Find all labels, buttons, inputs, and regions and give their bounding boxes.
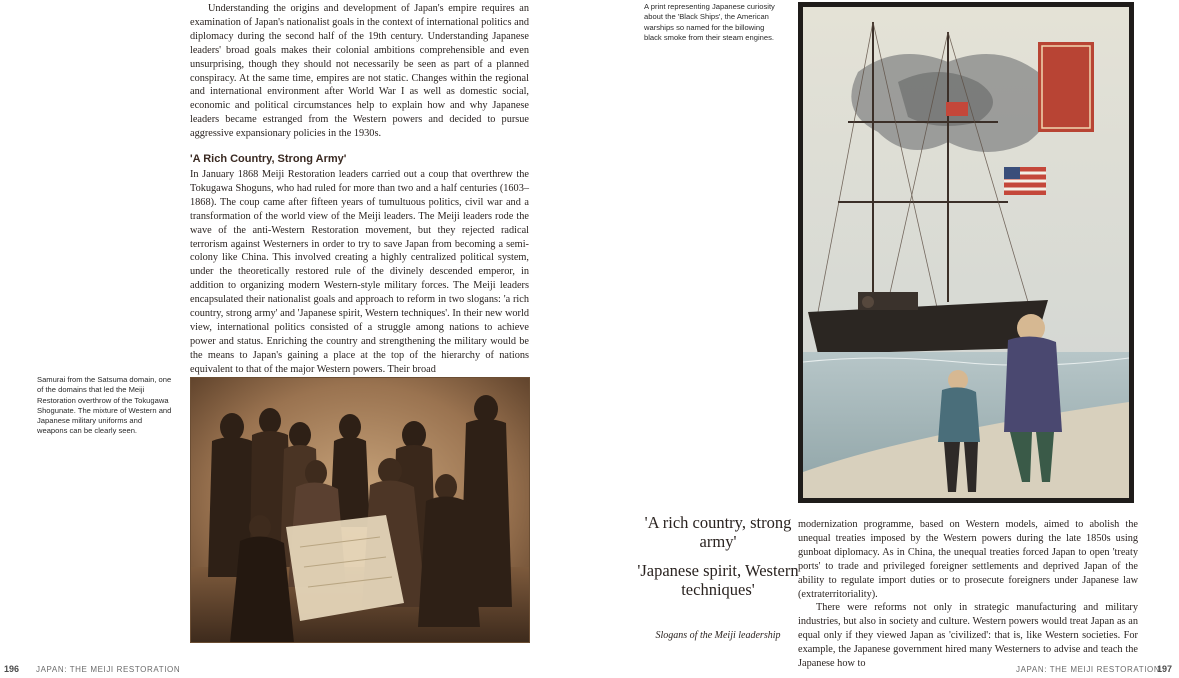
page-number-right: 197: [1157, 664, 1173, 674]
right-page: [589, 0, 1179, 678]
samurai-photograph-image: [190, 377, 530, 643]
print-caption: A print representing Japanese curiosity about the 'Black Ships', the American warships so named for the billowing black smoke from their steam engines.: [644, 2, 775, 42]
intro-paragraph: Understanding the origins and development of Japan's empire requires an examination of Japan's nationalist goals in the context of international politics and diplomacy during the second half of the 19th century. Understanding Japanese leaders' broad goals makes their colonial ambitions comprehensible and even unsurprising, though they should not necessarily be seen as part of a planned conspiracy. At the same time, empires are not static. Changes within the regional and international environment after World War I as well as domestic social, economic and political circumstances help to explain how and why Japanese leaders became estranged from the Western powers and decided to pursue aggressive expansionary policies in the 1930s.: [190, 3, 529, 140]
photo-caption: Samurai from the Satsuma domain, one of the domains that led the Meiji Restoration overthrow of the Tokugawa Shogunate. The mixture of Western and Japanese military uniforms and weapons can be clearly seen.: [37, 375, 172, 436]
pull-quote-attribution: Slogans of the Meiji leadership: [655, 630, 781, 641]
section-text-block: [190, 168, 529, 377]
right-body-paragraph-2: There were reforms not only in strategic manufacturing and military industries, but also in society and culture. Western powers would treat Japan as an equal only if they viewed Japan as 'civilized': that is, like Western societies. For example, the Japanese government hired many Westerners to advise and teach the Japanese how to: [798, 602, 1138, 670]
running-head-left: JAPAN: THE MEIJI RESTORATION: [36, 665, 181, 674]
section-paragraph: In January 1868 Meiji Restoration leaders carried out a coup that overthrew the Tokugawa Shoguns, who had ruled for more than two and a half centuries (1603–1868). The coup came after fifteen years of tumultuous politics, civil war and a transformation of the world view of the Meiji leaders. The Meiji leaders rode the wave of the anti-Western Restoration movement, but they rejected radical terrorism against Westerners in order to try to save Japan from becoming a semi-colony like China. This involved creating a highly centralized political system, under the theoretically restored rule of the divinely descended emperor, in addition to organizing modern Western-style military forces. The Meiji leaders encapsulated their nationalist goals and approach to reform in two slogans: 'a rich country, strong army' and 'Japanese spirit, Western techniques'. In their new world view, international politics consisted of a struggle among nations to achieve power and status. Enriching the country and strengthening the military would be the means to Japan's gaining a place at the top of the hierarchy of nations equivalent to that of the major Western powers. Their broad: [190, 169, 529, 375]
pull-quote-2: 'Japanese spirit, Western techniques': [637, 561, 799, 599]
section-heading: 'A Rich Country, Strong Army': [190, 153, 347, 165]
right-text-block: [798, 518, 1138, 671]
right-body-paragraph-1: modernization programme, based on Western models, aimed to abolish the unequal treaties imposed by the Western powers during the late 1850s using gunboat diplomacy. As in China, the unequal treaties forced Japan to open 'treaty ports' to trade and privileged foreigner settlements and deprived Japan of the ability to regulate import duties or to prosecute foreigners under Japanese law (extraterritoriality).: [798, 519, 1138, 600]
pull-quote-1: 'A rich country, strong army': [644, 513, 792, 551]
intro-text-block: [190, 2, 529, 141]
left-page: [0, 0, 589, 678]
samurai-photograph: [190, 377, 530, 643]
running-head-right: JAPAN: THE MEIJI RESTORATION: [1016, 665, 1161, 674]
black-ships-print-image: [798, 2, 1134, 503]
page-number-left: 196: [4, 664, 20, 674]
black-ships-print: [798, 2, 1134, 503]
